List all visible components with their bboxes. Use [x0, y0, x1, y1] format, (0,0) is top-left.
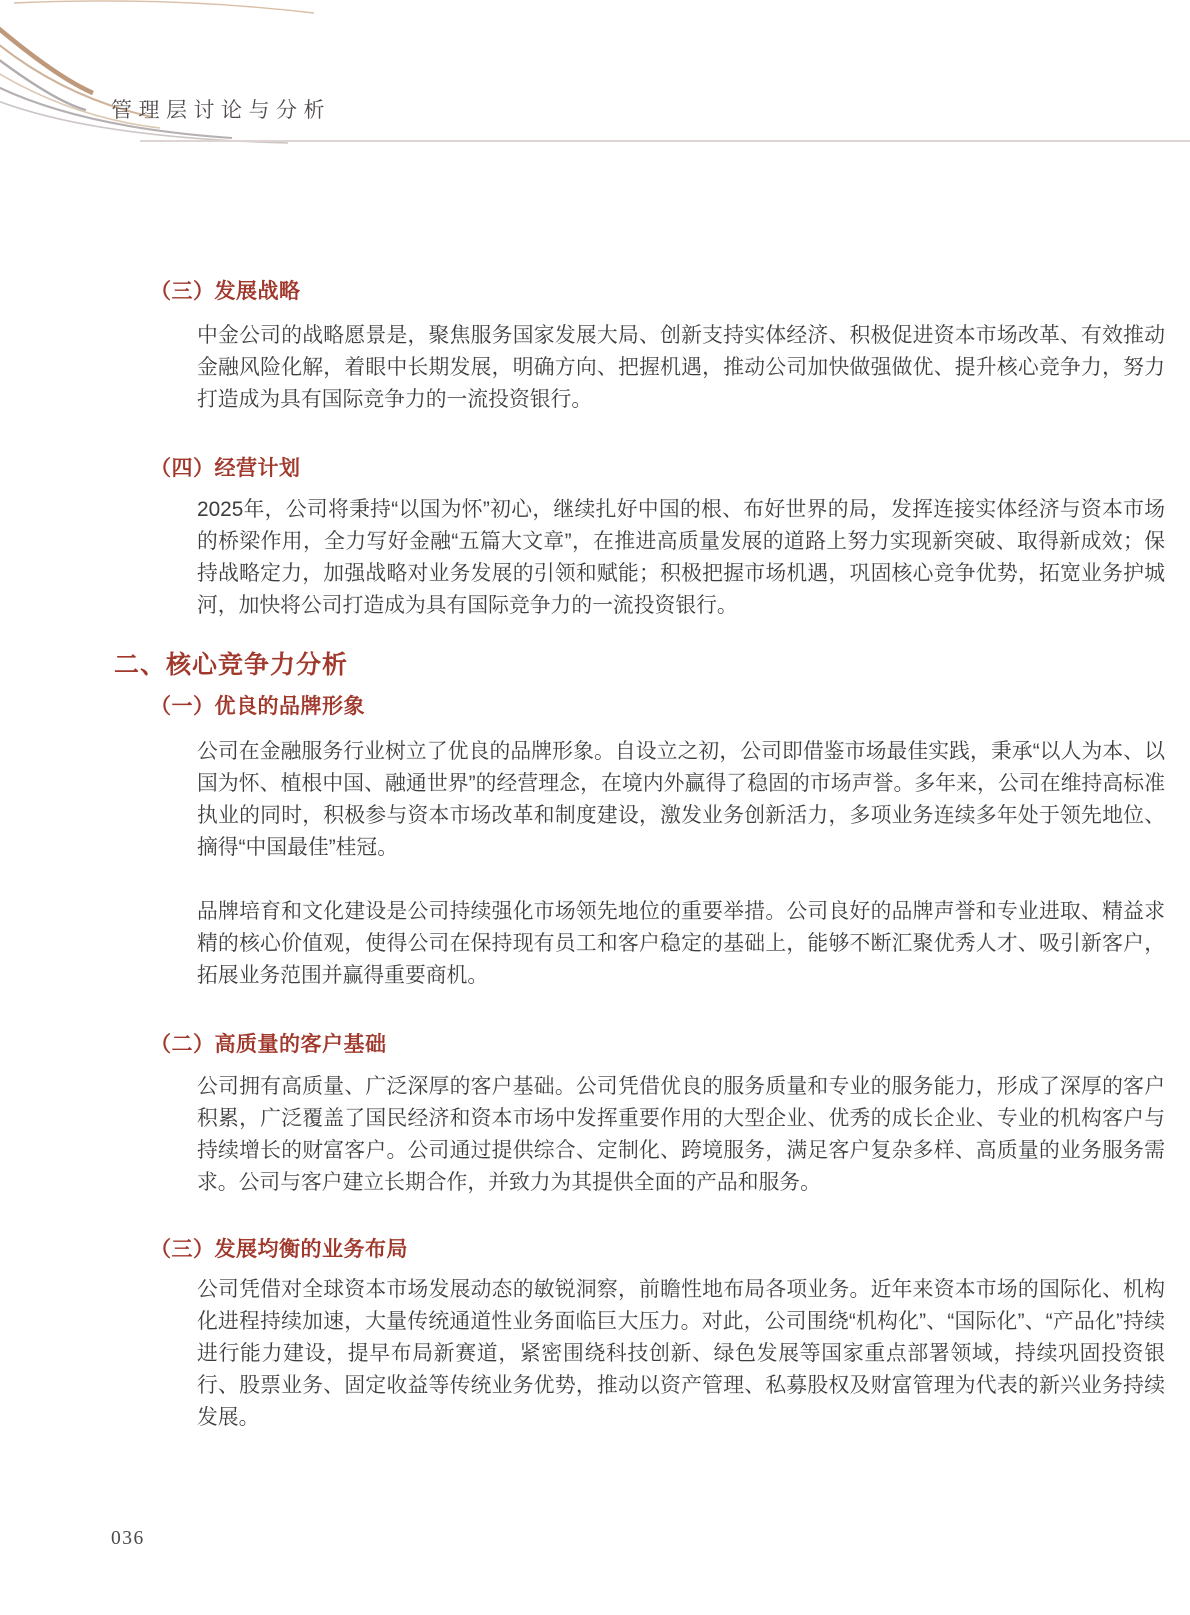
corner-arcs-decoration — [0, 0, 340, 160]
section-heading-development-strategy: （三）发展战略 — [150, 280, 301, 303]
chapter-heading-core-competitiveness: 二、核心竞争力分析 — [114, 651, 349, 679]
paragraph-business-plan: 2025年，公司将秉持“以国为怀”初心，继续扎好中国的根、布好世界的局，发挥连接实体经济与资本市场的桥梁作用，全力写好金融“五篇大文章”，在推进高质量发展的道路上努力实现新突破、取得新成效；保持战略定力，加强战略对业务发展的引领和赋能；积极把握市场机遇，巩固核心竞争优势，拓宽业务护城河，加快将公司打造成为具有国际竞争力的一流投资银行。 — [197, 498, 1165, 617]
page-number: 036 — [111, 1528, 145, 1549]
section-heading-balanced-business-layout: （三）发展均衡的业务布局 — [150, 1238, 408, 1261]
paragraph-balanced-business-layout: 公司凭借对全球资本市场发展动态的敏锐洞察，前瞻性地布局各项业务。近年来资本市场的国际化、机构化进程持续加速，大量传统通道性业务面临巨大压力。对此，公司围绕“机构化”、“国际化”、“产品化”持续进行能力建设，提早布局新赛道，紧密围绕科技创新、绿色发展等国家重点部署领域，持续巩固投资银行、股票业务、固定收益等传统业务优势，推动以资产管理、私募股权及财富管理为代表的新兴业务持续发展。 — [197, 1278, 1165, 1429]
section-heading-client-base: （二）高质量的客户基础 — [150, 1033, 387, 1056]
paragraph-client-base: 公司拥有高质量、广泛深厚的客户基础。公司凭借优良的服务质量和专业的服务能力，形成了深厚的客户积累，广泛覆盖了国民经济和资本市场中发挥重要作用的大型企业、优秀的成长企业、专业的机构客户与持续增长的财富客户。公司通过提供综合、定制化、跨境服务，满足客户复杂多样、高质量的业务服务需求。公司与客户建立长期合作，并致力为其提供全面的产品和服务。 — [197, 1075, 1165, 1194]
section-heading-business-plan: （四）经营计划 — [150, 457, 301, 480]
paragraph-brand-image-1: 公司在金融服务行业树立了优良的品牌形象。自设立之初，公司即借鉴市场最佳实践，秉承“以人为本、以国为怀、植根中国、融通世界”的经营理念，在境内外赢得了稳固的市场声誉。多年来，公司在维持高标准执业的同时，积极参与资本市场改革和制度建设，激发业务创新活力，多项业务连续多年处于领先地位、摘得“中国最佳”桂冠。 — [197, 740, 1165, 859]
paragraph-brand-image-2: 品牌培育和文化建设是公司持续强化市场领先地位的重要举措。公司良好的品牌声誉和专业进取、精益求精的核心价值观，使得公司在保持现有员工和客户稳定的基础上，能够不断汇聚优秀人才、吸引新客户，拓展业务范围并赢得重要商机。 — [197, 900, 1165, 987]
paragraph-development-strategy: 中金公司的战略愿景是，聚焦服务国家发展大局、创新支持实体经济、积极促进资本市场改革、有效推动金融风险化解，着眼中长期发展，明确方向、把握机遇，推动公司加快做强做优、提升核心竞争力，努力打造成为具有国际竞争力的一流投资银行。 — [197, 324, 1165, 411]
section-heading-brand-image: （一）优良的品牌形象 — [150, 695, 365, 718]
running-header-title: 管理层讨论与分析 — [111, 98, 331, 122]
header-divider-line — [140, 140, 1190, 142]
